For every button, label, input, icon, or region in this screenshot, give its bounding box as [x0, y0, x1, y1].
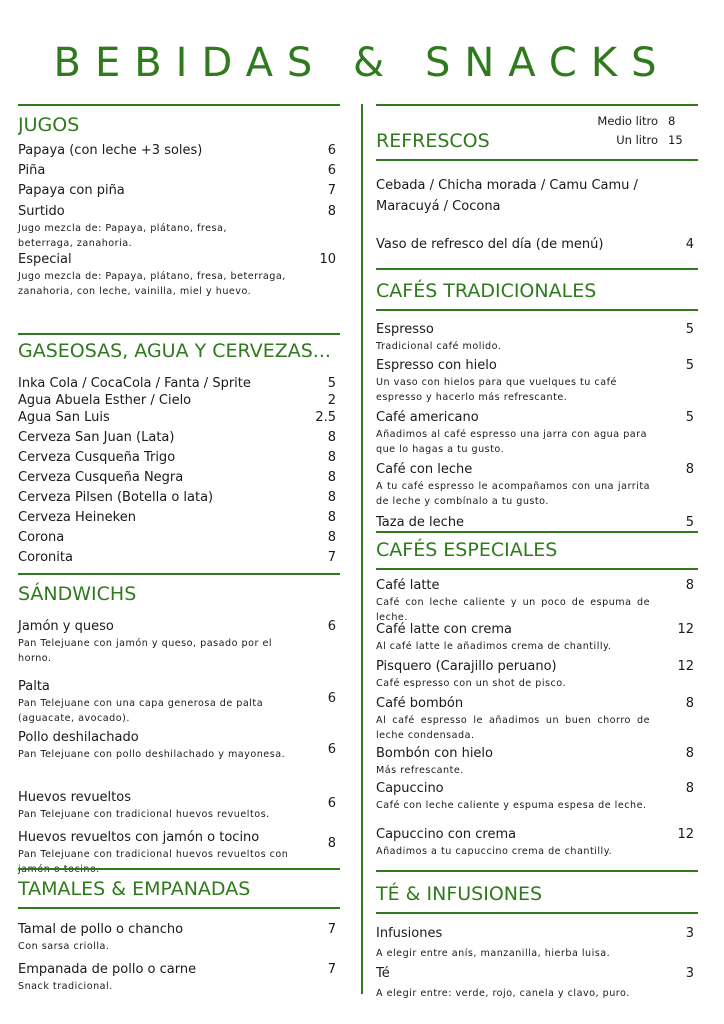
- section-rule: [376, 104, 698, 106]
- size-price: 8: [668, 114, 676, 128]
- item-price: 7: [327, 962, 336, 977]
- item-name: Empanada de pollo o carne: [18, 962, 197, 977]
- menu-item: [18, 182, 340, 203]
- menu-item: [376, 409, 698, 461]
- item-name: Bombón con hielo: [376, 746, 493, 761]
- menu-item: [18, 375, 340, 392]
- item-name: Piña: [18, 163, 46, 178]
- section-cafes-especiales: [376, 531, 698, 862]
- size-prices: [597, 112, 690, 150]
- item-name: Coronita: [18, 550, 73, 565]
- item-description: Pan Telejuane con tradicional huevos revueltos con: [18, 849, 289, 860]
- menu-item: [376, 577, 698, 621]
- item-price: 8: [685, 746, 694, 761]
- size-option: [597, 131, 690, 150]
- item-description: Con sarsa criolla.: [18, 941, 110, 952]
- size-label: Un litro: [616, 133, 658, 147]
- item-description: Añadimos a tu capuccino crema de chantilly.: [376, 846, 613, 857]
- item-name: Huevos revueltos: [18, 790, 131, 805]
- item-price: 5: [685, 358, 694, 373]
- item-description: Snack tradicional.: [18, 981, 113, 992]
- section-rule-bottom: [18, 907, 340, 909]
- item-description: Café con leche caliente y un poco de espuma de leche.: [376, 597, 650, 623]
- section-cafes-tradicionales: [376, 268, 698, 534]
- menu-item: [18, 203, 340, 251]
- item-description: Pan Telejuane con pollo deshilachado y mayonesa.: [18, 749, 286, 760]
- section-jugos: [18, 104, 340, 313]
- menu-item: [18, 529, 340, 549]
- menu-item: [376, 321, 698, 357]
- size-option: [597, 112, 690, 131]
- section-te-infusiones: [376, 870, 698, 1005]
- menu-item: [376, 461, 698, 514]
- item-name: Cerveza Cusqueña Trigo: [18, 450, 176, 465]
- section-heading: JUGOS: [18, 114, 80, 136]
- refresco-flavors: Cebada / Chicha morada / Camu Camu / Maracuyá / Cocona: [376, 178, 638, 214]
- menu-item: [376, 826, 698, 862]
- section-heading: GASEOSAS, AGUA Y CERVEZAS...: [18, 340, 331, 362]
- item-name: Huevos revueltos con jamón o tocino: [18, 830, 260, 845]
- menu-item: [18, 392, 340, 409]
- item-name: Surtido: [18, 204, 65, 219]
- item-price: 5: [685, 410, 694, 425]
- item-price: 2: [327, 393, 336, 408]
- item-description: Un vaso con hielos para que vuelques tu café espresso y hacerlo más refrescante.: [376, 377, 617, 403]
- section-heading: TÉ & INFUSIONES: [376, 883, 543, 905]
- item-price: 8: [327, 836, 336, 851]
- section-rule-bottom: [376, 568, 698, 570]
- item-name: Agua Abuela Esther / Cielo: [18, 393, 192, 408]
- item-name: Cerveza Cusqueña Negra: [18, 470, 184, 485]
- menu-item: [18, 729, 340, 789]
- item-price: 6: [327, 742, 336, 757]
- menu-item: [376, 925, 698, 965]
- item-description: Añadimos al café espresso una jarra con agua para que lo hagas a tu gusto.: [376, 429, 647, 455]
- item-price: 8: [327, 490, 336, 505]
- item-name: Cerveza San Juan (Lata): [18, 430, 175, 445]
- menu-item: [18, 142, 340, 162]
- item-name: Vaso de refresco del día (de menú): [376, 237, 604, 252]
- menu-item: [18, 961, 340, 1001]
- item-name: Corona: [18, 530, 65, 545]
- menu-item: [376, 745, 698, 780]
- menu-item: [376, 965, 698, 1005]
- section-rule-bottom: [376, 159, 698, 161]
- item-description: Pan Telejuane con jamón y queso, pasado por el horno.: [18, 638, 273, 664]
- section-heading: CAFÉS TRADICIONALES: [376, 280, 597, 302]
- item-price: 12: [677, 622, 694, 637]
- section-rule: [18, 573, 340, 575]
- item-price: 10: [319, 252, 336, 267]
- item-description: Más refrescante.: [376, 765, 464, 776]
- item-description: A elegir entre anís, manzanilla, hierba luisa.: [376, 948, 611, 959]
- menu-item: [18, 489, 340, 509]
- item-price: 7: [327, 550, 336, 565]
- item-price: 8: [327, 530, 336, 545]
- item-description: Café espresso con un shot de pisco.: [376, 678, 567, 689]
- item-name: Espresso: [376, 322, 434, 337]
- item-name: Café americano: [376, 410, 479, 425]
- section-heading: REFRESCOS: [376, 130, 490, 152]
- item-price: 12: [677, 827, 694, 842]
- section-tamales: [18, 868, 340, 1001]
- item-name: Cerveza Heineken: [18, 510, 136, 525]
- item-description: Pan Telejuane con una capa generosa de palta (aguacate, avocado).: [18, 698, 264, 724]
- item-price: 6: [327, 796, 336, 811]
- menu-item: [376, 236, 698, 254]
- section-gaseosas: [18, 333, 340, 569]
- menu-item: [18, 678, 340, 729]
- item-name: Té: [376, 966, 390, 981]
- item-name: Cerveza Pilsen (Botella o lata): [18, 490, 214, 505]
- section-rule: [18, 104, 340, 106]
- menu-item: [18, 469, 340, 489]
- menu-item: [18, 509, 340, 529]
- item-name: Taza de leche: [376, 515, 465, 530]
- item-price: 8: [327, 510, 336, 525]
- item-name: Agua San Luis: [18, 410, 110, 425]
- section-heading: CAFÉS ESPECIALES: [376, 539, 558, 561]
- page-title: BEBIDAS & SNACKS: [53, 40, 671, 86]
- item-description: A elegir entre: verde, rojo, canela y clavo, puro.: [376, 988, 630, 999]
- item-description: Pan Telejuane con tradicional huevos revueltos.: [18, 809, 270, 820]
- item-price: 6: [327, 143, 336, 158]
- menu-item: [18, 789, 340, 829]
- section-rule: [18, 333, 340, 335]
- item-price: 8: [685, 462, 694, 477]
- item-price: 5: [685, 322, 694, 337]
- item-name: Café latte: [376, 578, 440, 593]
- item-price: 7: [327, 922, 336, 937]
- item-price: 8: [327, 450, 336, 465]
- item-price: 12: [677, 659, 694, 674]
- item-price: 3: [685, 966, 694, 981]
- section-sandwichs: [18, 573, 340, 877]
- item-description: Jugo mezcla de: Papaya, plátano, fresa, beterraga, zanahoria, con leche, vainilla, miel y huevo.: [18, 271, 286, 297]
- menu-item: [376, 658, 698, 695]
- item-name: Café con leche: [376, 462, 473, 477]
- item-price: 8: [685, 578, 694, 593]
- menu-item: [376, 695, 698, 745]
- item-price: 8: [685, 781, 694, 796]
- item-name: Jamón y queso: [18, 619, 114, 634]
- item-price: 8: [327, 470, 336, 485]
- menu-item: [18, 429, 340, 449]
- item-name: Capuccino: [376, 781, 444, 796]
- item-price: 3: [685, 926, 694, 941]
- item-description: Café con leche caliente y espuma espesa de leche.: [376, 800, 647, 811]
- menu-item: [18, 921, 340, 961]
- item-name: Papaya con piña: [18, 183, 125, 198]
- item-name: Café latte con crema: [376, 622, 512, 637]
- section-rule-bottom: [376, 912, 698, 914]
- item-price: 7: [327, 183, 336, 198]
- item-name: Especial: [18, 252, 72, 267]
- menu-item: [18, 618, 340, 678]
- section-rule: [376, 531, 698, 533]
- item-description: Al café espresso le añadimos un buen chorro de leche condensada.: [376, 715, 650, 741]
- item-price: 8: [685, 696, 694, 711]
- item-description: Jugo mezcla de: Papaya, plátano, fresa, beterraga, zanahoria.: [18, 223, 227, 249]
- item-price: 5: [685, 515, 694, 530]
- item-name: Tamal de pollo o chancho: [18, 922, 184, 937]
- size-label: Medio litro: [597, 114, 658, 128]
- item-name: Inka Cola / CocaCola / Fanta / Sprite: [18, 376, 251, 391]
- section-heading: SÁNDWICHS: [18, 583, 137, 605]
- item-name: Papaya (con leche +3 soles): [18, 143, 203, 158]
- item-description: A tu café espresso le acompañamos con una jarrita de leche y combínalo a tu gusto.: [376, 481, 650, 507]
- section-refrescos: [376, 104, 698, 264]
- item-description: Tradicional café molido.: [376, 341, 502, 352]
- menu-item: [18, 549, 340, 569]
- section-rule-bottom: [376, 309, 698, 311]
- menu-item: [18, 251, 340, 313]
- item-name: Pisquero (Carajillo peruano): [376, 659, 557, 674]
- menu-item: [18, 162, 340, 182]
- item-price: 8: [327, 430, 336, 445]
- item-name: Pollo deshilachado: [18, 730, 139, 745]
- item-name: Palta: [18, 679, 50, 694]
- size-price: 15: [668, 133, 683, 147]
- menu-item: [376, 621, 698, 658]
- item-price: 5: [327, 376, 336, 391]
- item-name: Infusiones: [376, 926, 443, 941]
- section-rule: [376, 870, 698, 872]
- menu-item: [376, 357, 698, 409]
- section-heading: TAMALES & EMPANADAS: [18, 878, 251, 900]
- item-description: Al café latte le añadimos crema de chantilly.: [376, 641, 612, 652]
- menu-item: [18, 409, 340, 429]
- menu-item: [376, 780, 698, 826]
- section-rule: [376, 268, 698, 270]
- item-price: 6: [327, 163, 336, 178]
- item-name: Café bombón: [376, 696, 464, 711]
- item-price: 4: [685, 237, 694, 252]
- item-price: 6: [327, 619, 336, 634]
- item-name: Espresso con hielo: [376, 358, 497, 373]
- section-rule: [18, 868, 340, 870]
- menu-item: [18, 449, 340, 469]
- item-price: 8: [327, 204, 336, 219]
- column-divider: [361, 104, 363, 994]
- item-name: Capuccino con crema: [376, 827, 517, 842]
- item-price: 6: [327, 691, 336, 706]
- item-price: 2.5: [315, 410, 336, 425]
